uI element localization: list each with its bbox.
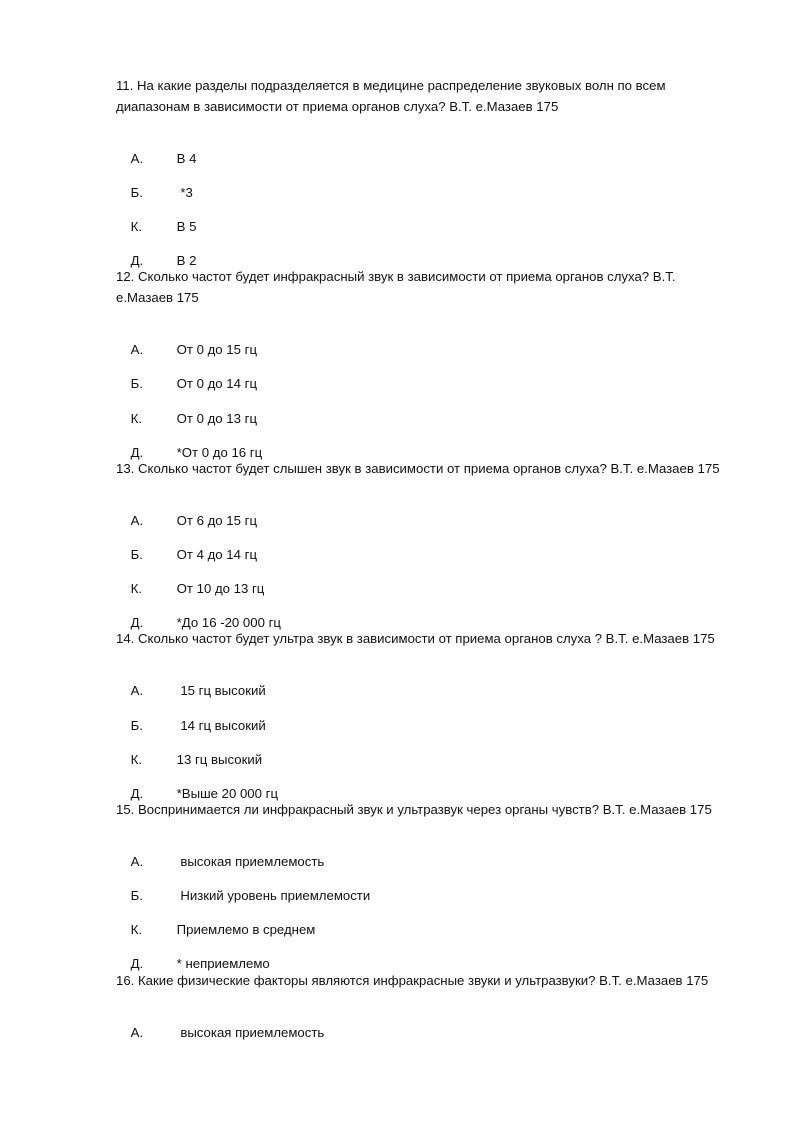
option-letter: А. [130, 1025, 144, 1040]
option-text: 14 гц высокий [176, 718, 266, 733]
option-letter: Д. [130, 253, 144, 268]
answer-option [116, 494, 258, 528]
answer-option [116, 357, 258, 391]
option-letter: Б. [130, 718, 143, 733]
option-text: В 4 [176, 151, 197, 166]
option-text: От 6 до 15 гц [176, 513, 258, 528]
option-text: От 10 до 13 гц [176, 581, 265, 596]
answer-option [116, 937, 270, 971]
option-text: высокая приемлемость [176, 854, 325, 869]
option-letter: К. [130, 922, 143, 937]
option-letter: Д. [130, 786, 144, 801]
question-text: 12. Сколько частот будет инфракрасный звук в зависимости от приема органов слуха? В.Т. е.Мазаев 175 [116, 269, 676, 305]
option-text: *От 0 до 16 гц [176, 445, 263, 460]
option-text: От 4 до 14 гц [176, 547, 258, 562]
question-text: 16. Какие физические факторы являются инфракрасные звуки и ультразвуки? В.Т. е.Мазаев 175 [116, 973, 709, 988]
option-text: *3 [176, 185, 193, 200]
option-text: *Выше 20 000 гц [176, 786, 279, 801]
answer-option [116, 132, 197, 166]
option-text: 15 гц высокий [176, 683, 266, 698]
answer-option [116, 767, 279, 801]
option-letter: К. [130, 581, 143, 596]
option-text: * неприемлемо [176, 956, 270, 971]
question-text: 14. Сколько частот будет ультра звук в зависимости от приема органов слуха ? В.Т. е.Мазаев 175 [116, 631, 715, 646]
option-letter: Б. [130, 185, 143, 200]
option-letter: А. [130, 513, 144, 528]
option-letter: Д. [130, 956, 144, 971]
answer-option [116, 903, 316, 937]
answer-option [116, 699, 266, 733]
answer-option [116, 323, 258, 357]
answer-option [116, 596, 281, 630]
answer-option [116, 392, 258, 426]
question-text: 13. Сколько частот будет слышен звук в зависимости от приема органов слуха? В.Т. е.Мазаев 175 [116, 461, 720, 476]
answer-option [116, 835, 325, 869]
answer-option [116, 1006, 325, 1040]
option-text: высокая приемлемость [176, 1025, 325, 1040]
question-text: 15. Воспринимается ли инфракрасный звук и ультразвук через органы чувств? В.Т. е.Мазаев 175 [116, 802, 712, 817]
option-letter: А. [130, 151, 144, 166]
option-text: В 2 [176, 253, 197, 268]
option-text: Приемлемо в среднем [176, 922, 316, 937]
option-text: *До 16 -20 000 гц [176, 615, 281, 630]
answer-option [116, 200, 197, 234]
option-letter: Б. [130, 888, 143, 903]
option-letter: Б. [130, 376, 143, 391]
option-letter: А. [130, 342, 144, 357]
option-letter: К. [130, 752, 143, 767]
option-letter: К. [130, 411, 143, 426]
option-text: Низкий уровень приемлемости [176, 888, 371, 903]
option-letter: Б. [130, 547, 143, 562]
answer-option [116, 426, 263, 460]
option-letter: Д. [130, 615, 144, 630]
answer-option [116, 562, 265, 596]
answer-option [116, 166, 193, 200]
option-text: От 0 до 15 гц [176, 342, 258, 357]
option-text: В 5 [176, 219, 197, 234]
answer-option [116, 234, 197, 268]
option-letter: К. [130, 219, 143, 234]
answer-option [116, 664, 266, 698]
option-text: 13 гц высокий [176, 752, 263, 767]
answer-option [116, 733, 263, 767]
option-letter: Д. [130, 445, 144, 460]
option-text: От 0 до 14 гц [176, 376, 258, 391]
answer-option [116, 528, 258, 562]
option-letter: А. [130, 683, 144, 698]
answer-option [116, 869, 371, 903]
question-text: 11. На какие разделы подразделяется в медицине распределение звуковых волн по всем диапазонам в зависимости от приема органов слуха? В.Т. е.Мазаев 175 [116, 78, 666, 114]
option-text: От 0 до 13 гц [176, 411, 258, 426]
option-letter: А. [130, 854, 144, 869]
